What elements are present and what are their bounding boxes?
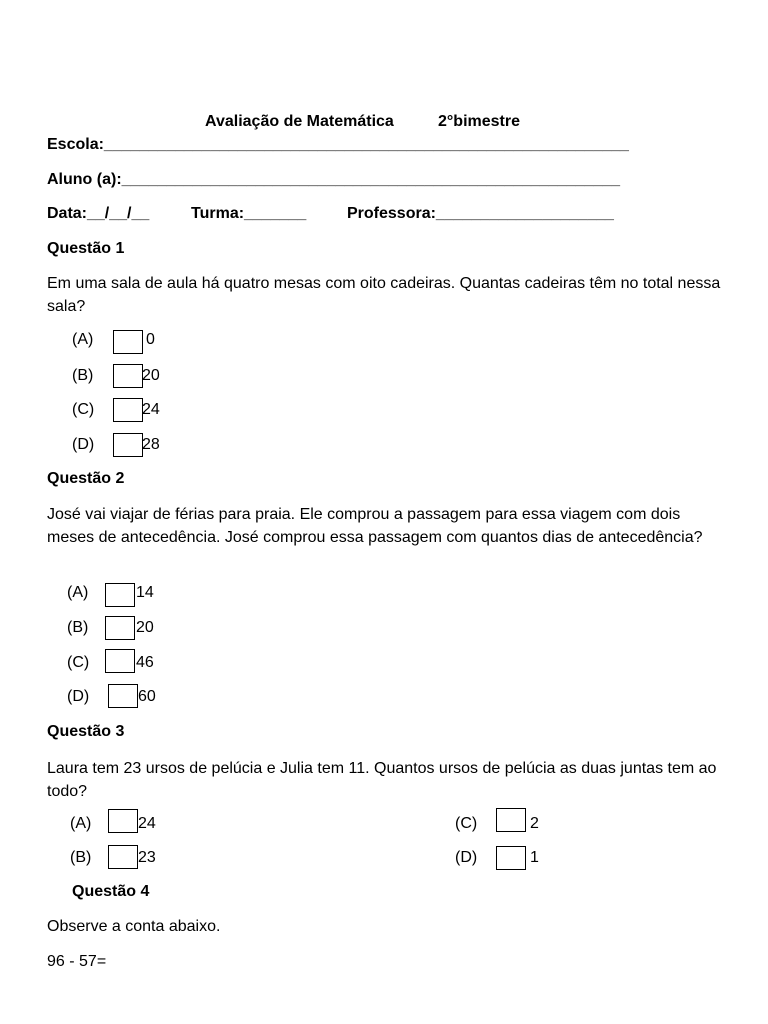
option-value: 46 (136, 654, 154, 671)
question-1-text: Em uma sala de aula há quatro mesas com oito cadeiras. Quantas cadeiras têm no total nessa sala? (47, 275, 721, 315)
question-3-text: Laura tem 23 ursos de pelúcia e Julia tem 11. Quantos ursos de pelúcia as duas juntas tem ao todo? (47, 760, 717, 800)
option-letter: (C) (455, 815, 478, 832)
option-letter: (D) (455, 849, 478, 866)
option-letter: (D) (72, 436, 95, 453)
answer-checkbox[interactable] (108, 684, 138, 708)
answer-checkbox[interactable] (105, 649, 135, 673)
class-field: Turma:_______ (191, 205, 307, 222)
option-value: 24 (142, 401, 160, 418)
answer-checkbox[interactable] (496, 846, 526, 870)
option-value: 1 (530, 849, 539, 866)
teacher-field: Professora:____________________ (347, 205, 614, 222)
question-4-text: Observe a conta abaixo. (47, 918, 221, 935)
school-field: Escola:___________________________________________________________ (47, 136, 629, 153)
question-4-title: Questão 4 (72, 883, 150, 900)
option-letter: (D) (67, 688, 90, 705)
answer-checkbox[interactable] (108, 809, 138, 833)
option-letter: (B) (67, 619, 89, 636)
option-value: 20 (136, 619, 154, 636)
answer-checkbox[interactable] (105, 616, 135, 640)
student-field: Aluno (a):________________________________________________________ (47, 171, 620, 188)
option-letter: (C) (72, 401, 95, 418)
question-3-title: Questão 3 (47, 723, 125, 740)
option-letter: (B) (70, 849, 92, 866)
answer-checkbox[interactable] (105, 583, 135, 607)
option-value: 14 (136, 584, 154, 601)
exam-title: Avaliação de Matemática (205, 113, 394, 130)
option-letter: (A) (70, 815, 92, 832)
option-value: 24 (138, 815, 156, 832)
option-value: 28 (142, 436, 160, 453)
option-value: 23 (138, 849, 156, 866)
question-4-expression: 96 - 57= (47, 953, 107, 970)
option-letter: (C) (67, 654, 90, 671)
option-value: 20 (142, 367, 160, 384)
question-1-title: Questão 1 (47, 240, 125, 257)
option-letter: (A) (67, 584, 89, 601)
question-2-text: José vai viajar de férias para praia. Ele comprou a passagem para essa viagem com dois meses de antecedência. José comprou essa passagem com quantos dias de antecedência? (47, 506, 703, 546)
answer-checkbox[interactable] (113, 364, 143, 388)
question-2-title: Questão 2 (47, 470, 125, 487)
option-value: 0 (146, 331, 155, 348)
date-field: Data:__/__/__ (47, 205, 150, 222)
answer-checkbox[interactable] (108, 845, 138, 869)
answer-checkbox[interactable] (113, 433, 143, 457)
option-letter: (B) (72, 367, 94, 384)
option-value: 2 (530, 815, 539, 832)
option-value: 60 (138, 688, 156, 705)
answer-checkbox[interactable] (496, 808, 526, 832)
answer-checkbox[interactable] (113, 330, 143, 354)
option-letter: (A) (72, 331, 94, 348)
exam-term: 2°bimestre (438, 113, 520, 130)
answer-checkbox[interactable] (113, 398, 143, 422)
